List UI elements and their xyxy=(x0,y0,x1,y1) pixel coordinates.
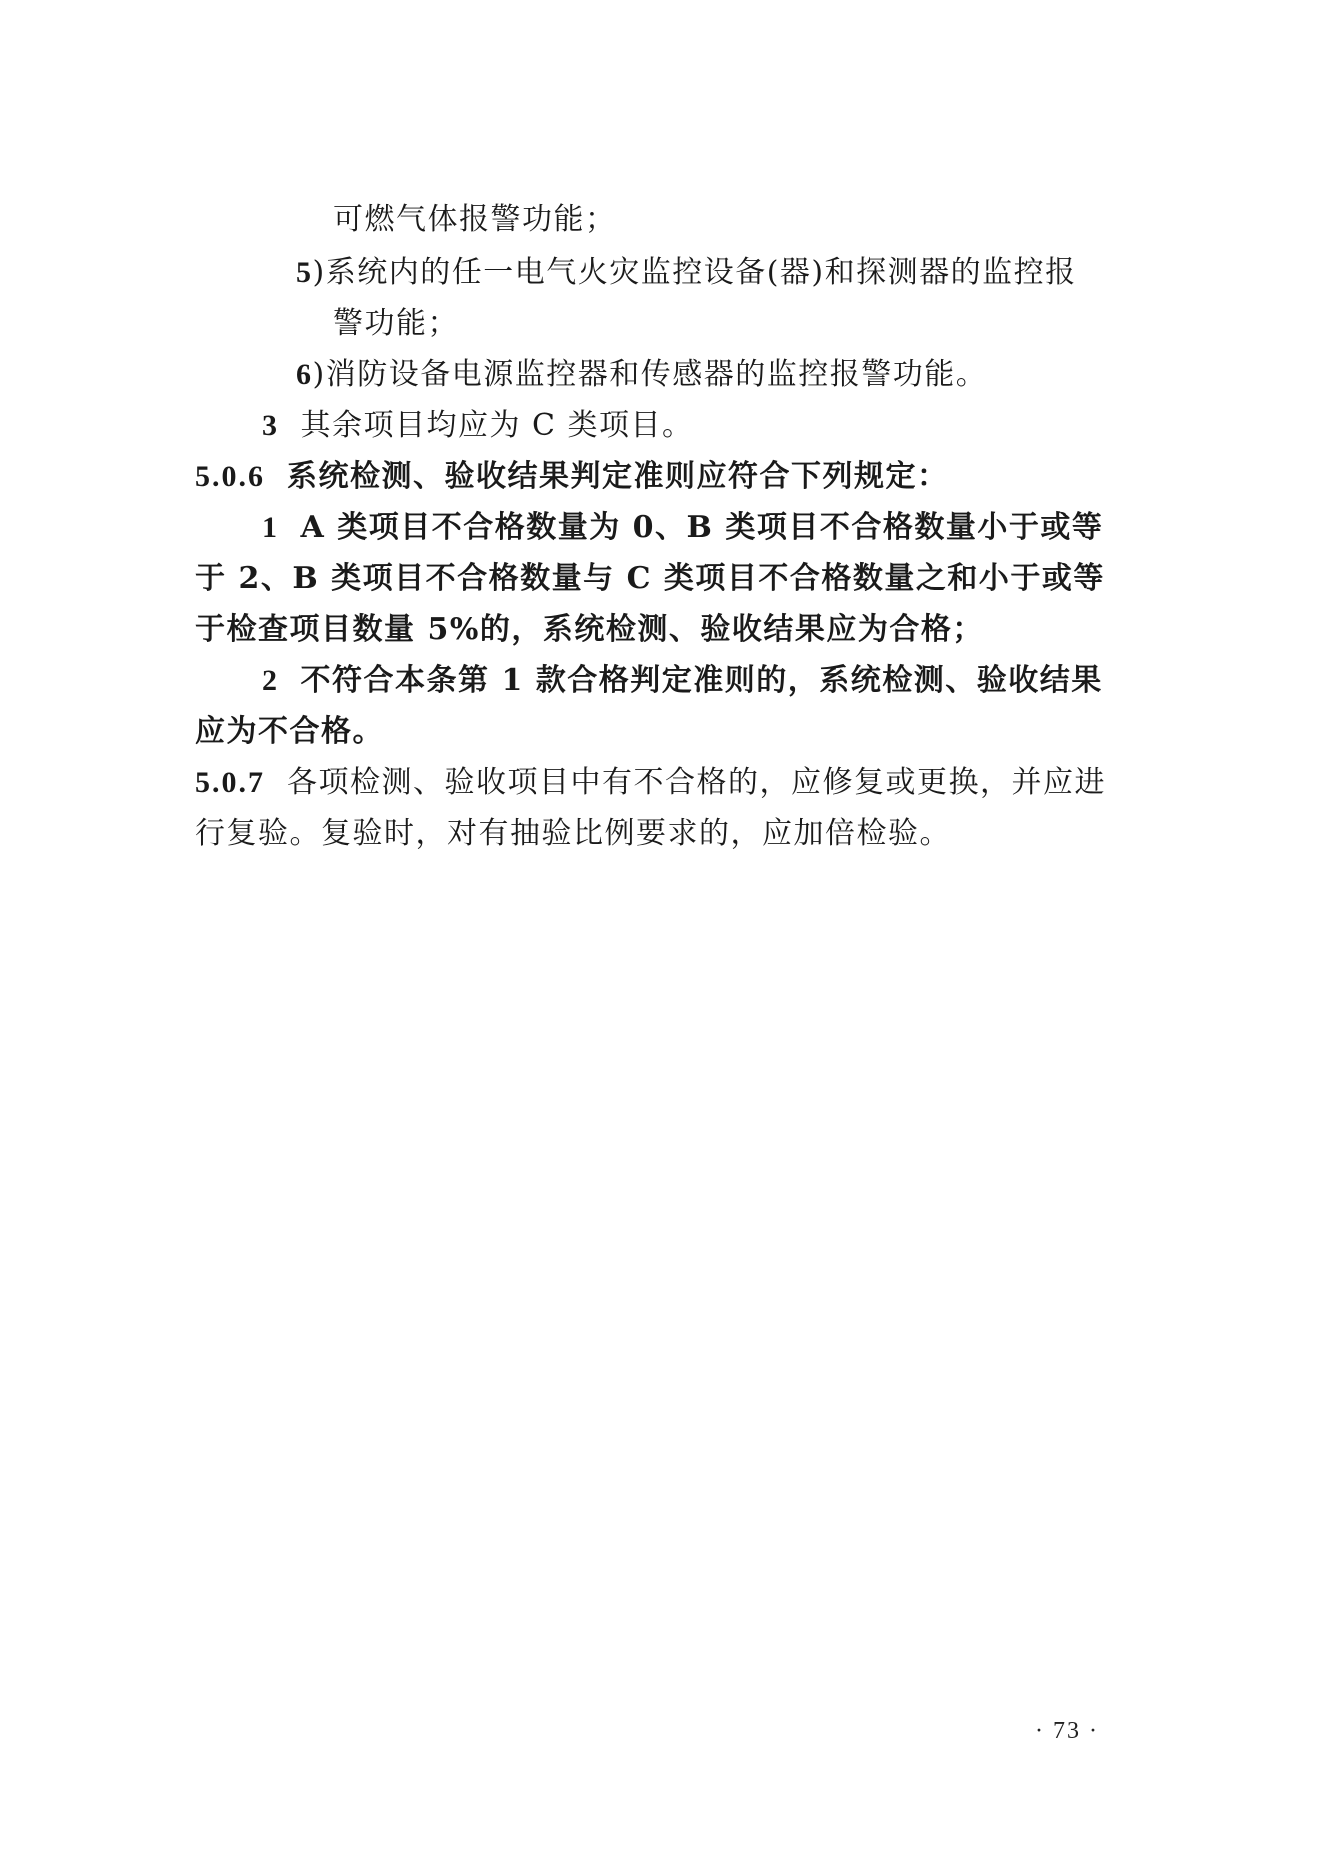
item-number: 3 xyxy=(262,409,279,442)
list-item xyxy=(262,510,1104,545)
item-number: 2 xyxy=(262,664,279,697)
item-number: 1 xyxy=(262,511,279,544)
list-item xyxy=(262,408,694,443)
line-text: )系统内的任一电气火灾监控设备(器)和探测器的监控报 xyxy=(312,255,1077,290)
line-text: 于检查项目数量 5%的，系统检测、验收结果应为合格； xyxy=(195,612,984,647)
list-item xyxy=(296,255,1077,290)
line-text: 应为不合格。 xyxy=(195,714,384,749)
clause-heading xyxy=(195,765,1106,800)
line-text: 不符合本条第 1 款合格判定准则的，系统检测、验收结果 xyxy=(300,663,1103,698)
clause-text: 各项检测、验收项目中有不合格的，应修复或更换，并应进 xyxy=(287,765,1106,800)
text-line xyxy=(195,714,384,749)
clause-number: 5.0.6 xyxy=(195,460,265,493)
line-text: 可燃气体报警功能； xyxy=(333,202,617,237)
text-line xyxy=(333,306,459,341)
text-line xyxy=(195,612,984,647)
text-line xyxy=(195,816,951,851)
line-text: 其余项目均应为 C 类项目。 xyxy=(300,408,694,443)
page-number: · 73 · xyxy=(1035,1718,1099,1744)
item-number: 6 xyxy=(296,358,313,391)
text-line xyxy=(333,202,617,237)
clause-text: 系统检测、验收结果判定准则应符合下列规定： xyxy=(287,459,949,494)
line-text: 警功能； xyxy=(333,306,459,341)
line-text: A 类项目不合格数量为 0、B 类项目不合格数量小于或等 xyxy=(300,510,1104,545)
item-number: 5 xyxy=(296,256,313,289)
list-item xyxy=(262,663,1103,698)
line-text: )消防设备电源监控器和传感器的监控报警功能。 xyxy=(312,357,988,392)
line-text: 于 2、B 类项目不合格数量与 C 类项目不合格数量之和小于或等 xyxy=(195,561,1105,596)
clause-number: 5.0.7 xyxy=(195,766,265,799)
list-item xyxy=(296,357,988,392)
text-line xyxy=(195,561,1105,596)
line-text: 行复验。复验时，对有抽验比例要求的，应加倍检验。 xyxy=(195,816,951,851)
clause-heading xyxy=(195,459,949,494)
